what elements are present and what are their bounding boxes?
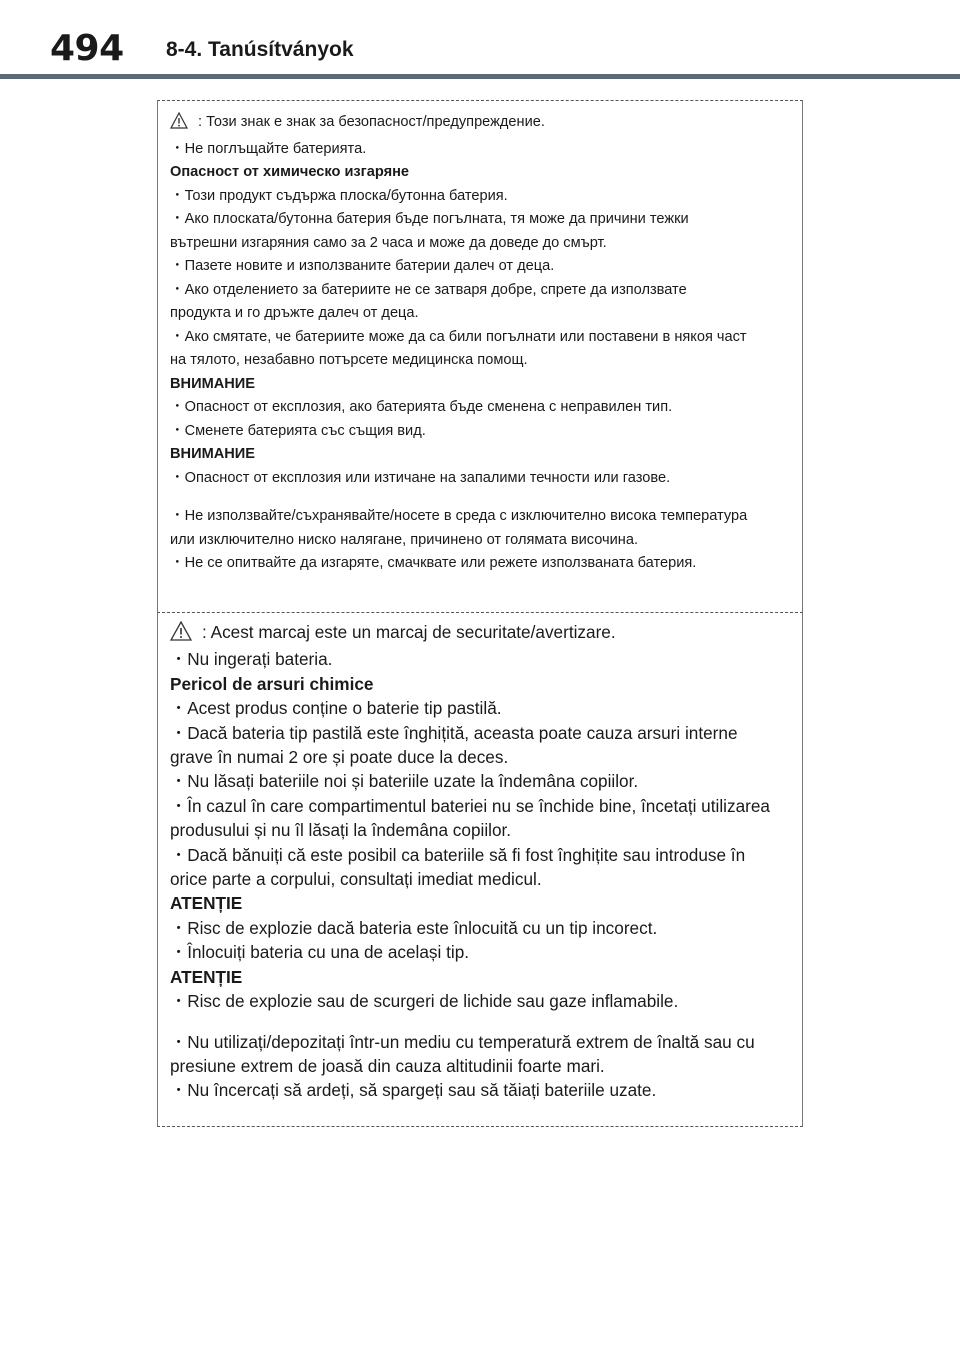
text-line: ・Ако отделението за батериите не се затваря добре, спрете да използвате (170, 281, 687, 298)
text-line: orice parte a corpului, consultați imediat medicul. (170, 869, 542, 890)
warning-sign-line (170, 111, 792, 138)
text-line: presiune extrem de joasă din cauza altitudinii foarte mari. (170, 1055, 605, 1076)
warning-triangle-icon (170, 112, 188, 138)
section-heading: Pericol de arsuri chimice (170, 673, 374, 694)
text-line: ・Risc de explozie dacă bateria este înlocuită cu un tip incorect. (170, 917, 658, 938)
text-line: ・Не поглъщайте батерията. (170, 140, 367, 157)
text-line: ・Ако плоската/бутонна батерия бъде погълната, тя може да причини тежки (170, 211, 689, 227)
text-line: или изключително ниско налягане, причинено от голямата височина. (170, 531, 639, 548)
text-line: на тялото, незабавно потърсете медицинска помощ. (170, 352, 528, 368)
text-line: ・Nu ingerați bateria. (170, 649, 333, 670)
romanian-warning-box (157, 612, 803, 1127)
text-line: ・În cazul în care compartimentul bateriei nu se închide bine, încetați utilizarea (170, 795, 770, 816)
warning-triangle-icon (170, 621, 192, 647)
bulgarian-warning-box (157, 100, 803, 612)
text-line: вътрешни изгаряния само за 2 часа и може да доведе до смърт. (170, 234, 607, 251)
text-line: ・Пазете новите и използваните батерии далеч от деца. (170, 258, 555, 274)
text-line: ・Опасност от експлозия, ако батерията бъде сменена с неправилен тип. (170, 399, 673, 415)
section-heading: ВНИМАНИЕ (170, 446, 256, 462)
text-line: ・Опасност от експлозия или изтичане на запалими течности или газове. (170, 469, 671, 486)
text-line: ・Dacă bănuiți că este posibil ca bateriile să fi fost înghițite sau introduse în (170, 844, 746, 865)
romanian-lines-2 (170, 1030, 792, 1103)
text-line: ・Nu încercați să ardeți, să spargeți sau să tăiați bateriile uzate. (170, 1080, 657, 1101)
bulgarian-lines-2 (170, 505, 792, 576)
text-line: ・Сменете батерията със същия вид. (170, 422, 426, 439)
text-line: grave în numai 2 ore și poate duce la deces. (170, 747, 509, 768)
warning-sign-text: : Acest marcaj este un marcaj de securitate/avertizare. (202, 622, 616, 642)
paragraph-gap (170, 490, 792, 505)
text-line: ・Nu utilizați/depozitați într-un mediu cu temperatură extrem de înaltă sau cu (170, 1031, 755, 1052)
section-heading: ВНИМАНИЕ (170, 375, 256, 392)
text-line: продукта и го дръжте далеч от деца. (170, 305, 419, 321)
section-heading: Опасност от химическо изгаряне (170, 164, 410, 180)
page-number: 494 (50, 28, 124, 69)
text-line: ・Nu lăsați bateriile noi și bateriile uzate la îndemâna copiilor. (170, 771, 639, 792)
text-line: ・Ако смятате, че батериите може да са били погълнати или поставени в някоя част (170, 328, 747, 345)
text-line: ・Не се опитвайте да изгаряте, смачквате или режете използваната батерия. (170, 555, 697, 571)
warning-sign-line (170, 620, 792, 647)
section-heading: ATENȚIE (170, 966, 243, 987)
warning-sign-text: : Този знак е знак за безопасност/предупреждение. (198, 114, 545, 130)
header-rule (0, 74, 960, 79)
text-line: ・Dacă bateria tip pastilă este înghițită, aceasta poate cauza arsuri interne (170, 722, 738, 743)
section-heading: ATENȚIE (170, 893, 243, 914)
text-line: ・Този продукт съдържа плоска/бутонна батерия. (170, 187, 508, 204)
section-title: 8-4. Tanúsítványok (166, 38, 354, 61)
page-header (0, 0, 960, 78)
bulgarian-lines-1 (170, 138, 792, 491)
text-line: ・Risc de explozie sau de scurgeri de lichide sau gaze inflamabile. (170, 991, 679, 1012)
text-line: ・Не използвайте/съхранявайте/носете в среда с изключително висока температура (170, 508, 748, 524)
text-line: produsului și nu îl lăsați la îndemâna copiilor. (170, 820, 512, 841)
text-line: ・Acest produs conține o baterie tip pastilă. (170, 698, 502, 719)
text-line: ・Înlocuiți bateria cu una de același tip. (170, 942, 470, 963)
romanian-lines-1 (170, 647, 792, 1013)
paragraph-gap (170, 1014, 792, 1030)
